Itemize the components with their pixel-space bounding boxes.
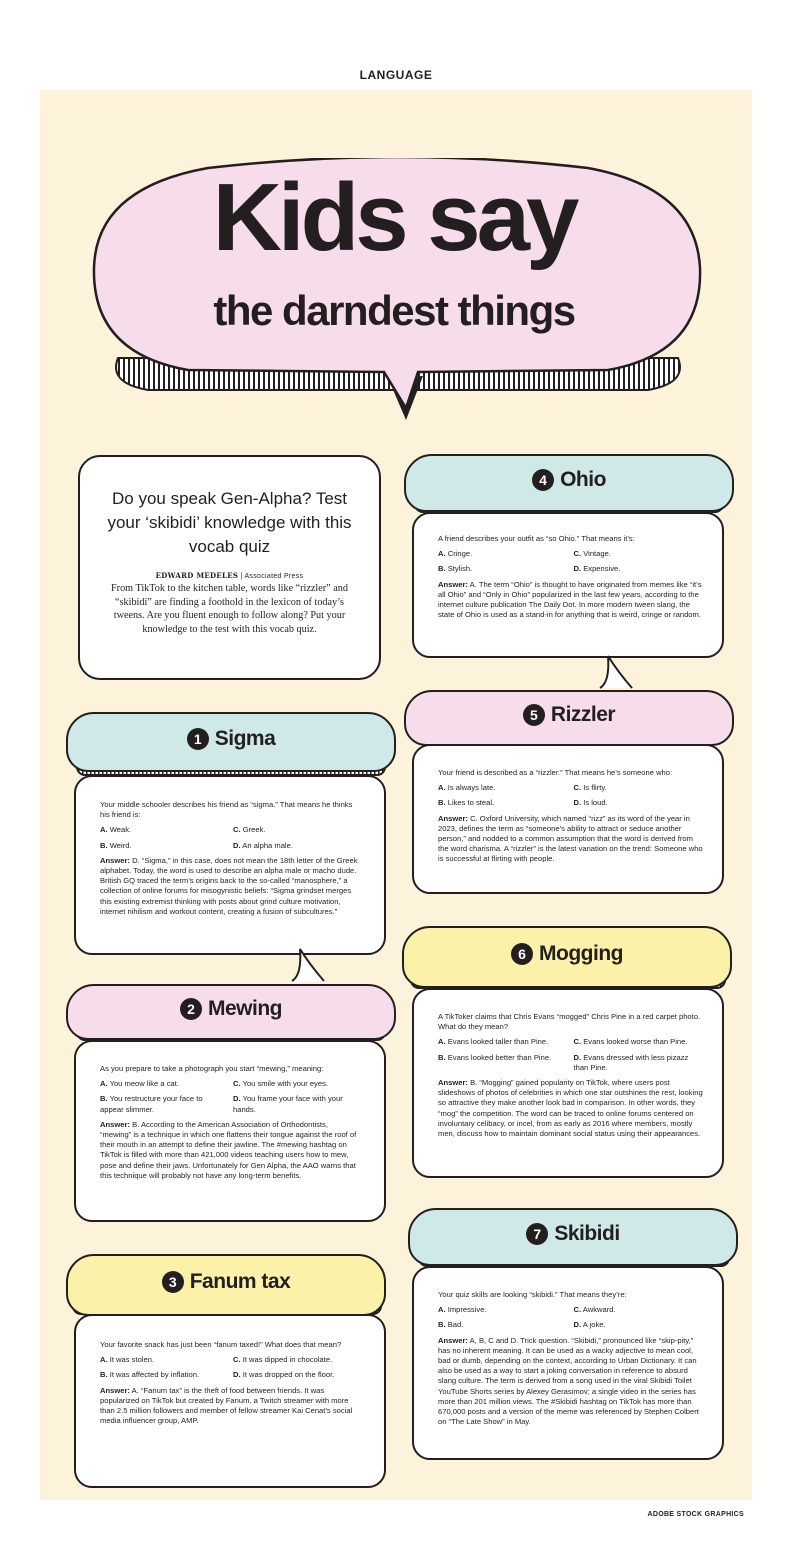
answer-text: C. Oxford University, which named “rizz” as its word of the year in 2023, defines the term as “someone’s ability to attract or seduce another person,” and nodded to a common assumption that the word is derived from the word charisma. A “rizzler” is the latest variation on the trend: Someone who is successful at flirting with people. [438,813,703,864]
answer-option [574,564,704,574]
option-letter: B. [100,1094,108,1104]
question-text: Your friend is described as a “rizzler.” That means he’s someone who: [438,768,673,777]
option-letter: C. [233,825,241,835]
card-title: Mewing [208,997,282,1020]
option-text: Weird. [109,840,132,850]
option-text: It was affected by inflation. [109,1370,200,1380]
option-text: You meow like a cat. [109,1079,179,1089]
answer-options [100,1355,360,1380]
answer-option [100,825,227,835]
answer-options [438,783,703,808]
card-content [438,1290,703,1427]
answer-option [438,798,568,808]
card-title-bubble [408,1208,738,1266]
answer-explanation [438,1336,703,1428]
option-text: Impressive. [447,1305,487,1315]
option-text: Awkward. [582,1305,616,1315]
option-letter: A. [438,1305,446,1315]
answer-options [438,1305,703,1330]
card-number: 5 [523,704,545,726]
answer-label: Answer: [438,813,468,823]
answer-label: Answer: [100,855,130,865]
speech-tail [598,652,638,692]
answer-text: A, B, C and D. Trick question. “Skibidi,” pronounced like “skip-pity,” has no inherent meaning. It can be used as a wacky adjective to mean cool, bad or dumb, depending on the context, according to Urban Dictionary. It can also be used as a way to start a joking conversation in reference to absurd slang culture. The term is derived from a song used in the viral Skibidi Toilet YouTube Shorts series by Alexey Gerasimov; a single video in the series has more than 201 million views. The #Skibidi hashtag on TikTok has more than 670,000 posts and a version of the meme was referenced by Stephen Colbert on “The Late Show” in May. [438,1335,699,1427]
answer-explanation [438,1078,703,1139]
question-text: As you prepare to take a photograph you start “mewing,” meaning: [100,1064,324,1073]
answer-option [574,1053,704,1073]
card-content [100,1064,360,1181]
answer-option [233,1094,360,1114]
answer-label: Answer: [438,1335,468,1345]
card-number: 1 [187,728,209,750]
answer-text: D. “Sigma,” in this case, does not mean the 18th letter of the Greek alphabet. Today, the word is used to describe an alpha male or macho dude. British GQ traced the term’s origins back to the so-called “manosphere,” a collection of online forums for misogynistic beliefs: “Sigma grindset merges this existing extremist thinking with posts about grind culture motivation, internet nihilism and workout content, creating a fusion of subcultures.” [100,855,358,916]
answer-explanation [100,1120,360,1181]
headline-title: Kids say [212,164,576,271]
option-letter: A. [438,549,446,559]
question-text: A friend describes your outfit as “so Ohio.” That means it’s: [438,534,635,543]
answer-text: B. According to the American Association of Orthodontists, “mewing” is a technique in which one flattens their tongue against the roof of their mouth in an attempt to define their jawline. The #mewing hashtag on TikTok is filled with more than 421,000 videos teaching users how to mew, pose and define their jaws. Unfortunately for Gen Alpha, the AAO warns that this technique will probably not have any long-term benefits. [100,1119,357,1180]
answer-label: Answer: [100,1385,130,1395]
option-letter: C. [233,1355,241,1365]
card-content [100,1340,360,1426]
option-letter: D. [233,840,241,850]
option-text: It was dipped in chocolate. [242,1355,333,1365]
answer-explanation [438,580,703,621]
card-title: Mogging [539,942,623,965]
outlet-name: Associated Press [244,573,304,580]
option-text: Bad. [447,1320,464,1330]
option-text: Cringe. [447,549,473,559]
card-title: Rizzler [550,703,616,726]
answer-text: B. “Mogging” gained popularity on TikTok, where users post slideshows of photos of celebrities in which one star outshines the rest, looking so attractive they make another look bad in comparison. In other words, they “mog” the competition. The word can be traced to online forums centered on involuntary celibacy, or incel, from as early as 2016 where members, mostly men, discuss how to maintain dominant social status using their appearances. [438,1078,703,1139]
card-title-bubble [402,926,732,988]
card-number: 7 [526,1223,548,1245]
card-title: Sigma [214,727,276,750]
card-title: Fanum tax [189,1270,291,1293]
answer-option [233,1370,360,1380]
card-number: 4 [532,469,554,491]
answer-option [100,841,227,851]
speech-tail [290,945,330,985]
option-letter: D. [233,1370,241,1380]
answer-option [233,825,360,835]
option-letter: D. [573,1320,582,1330]
answer-label: Answer: [438,1078,468,1088]
intro-box [78,455,381,680]
answer-option [574,549,704,559]
card-title-bubble [404,454,734,512]
option-text: Vintage. [583,549,611,559]
answer-label: Answer: [438,579,468,589]
option-text: Expensive. [583,564,621,574]
answer-explanation [100,856,360,917]
answer-option [438,1305,568,1315]
option-letter: A. [100,1079,108,1089]
answer-option [233,841,360,851]
option-letter: B. [100,1370,108,1380]
answer-explanation [100,1386,360,1427]
question-text: Your middle schooler describes his friend as “sigma.” That means he thinks his friend is: [100,800,353,820]
card-title-bubble [404,690,734,746]
option-letter: C. [233,1079,241,1089]
intro-byline: EDWARD MEDELES | Associated Press [155,571,304,580]
answer-option [438,549,568,559]
image-credit: ADOBE STOCK GRAPHICS [647,1511,744,1518]
card-content [438,1012,703,1139]
option-text: You restructure your face to appear slimmer. [100,1094,203,1114]
answer-options [100,1079,360,1115]
answer-option [438,1053,568,1073]
option-text: Evans dressed with less pizazz than Pine. [573,1052,689,1072]
option-letter: D. [573,798,582,808]
card-content [100,800,360,917]
option-text: Is flirty. [583,783,607,793]
answer-option [100,1079,227,1089]
option-text: An alpha male. [242,840,293,850]
answer-option [574,1305,704,1315]
intro-body: From TikTok to the kitchen table, words like “rizzler” and “skibidi” are finding a foothold in the lexicon of today’s tweens. Are you fluent enough to follow along? Put your knowledge to the test with this vocab quiz. [111,583,348,635]
answer-options [438,1037,703,1073]
answer-label: Answer: [100,1119,130,1129]
option-letter: C. [573,1305,582,1315]
option-letter: B. [438,564,446,574]
option-text: Weak. [109,825,132,835]
section-label: LANGUAGE [359,68,433,82]
option-text: A joke. [582,1320,606,1330]
author-name: EDWARD MEDELES [155,571,239,580]
option-letter: C. [573,549,582,559]
card-number: 2 [180,998,202,1020]
answer-option [574,1037,704,1047]
card-number: 6 [511,943,533,965]
option-letter: D. [573,1052,582,1062]
answer-options [438,549,703,574]
option-text: Stylish. [447,564,473,574]
option-letter: A. [100,825,108,835]
option-text: You frame your face with your hands. [233,1094,343,1114]
card-title-bubble [66,984,396,1040]
answer-option [438,1037,568,1047]
option-text: It was dropped on the floor. [242,1370,335,1380]
answer-text: A. The term “Ohio” is thought to have originated from memes like “it’s all Ohio” and “Only in Ohio” popularized in the last few years, according to the internet culture publication The Daily Dot. In more modern tween slang, the state of Ohio is used as a stand-in for anything that is weird, cringe or random. [438,579,702,620]
option-text: You smile with your eyes. [242,1079,328,1089]
answer-text: A. “Fanum tax” is the theft of food between friends. It was popularized on TikTok but created by Fanum, a Twitch streamer with more than 2.5 million followers and member of fellow streamer Kai Cenat’s social media influencer group, AMP. [100,1385,353,1426]
question-text: A TikToker claims that Chris Evans “mogged” Chris Pine in a red carpet photo. What do they mean? [438,1012,701,1032]
option-letter: A. [438,783,446,793]
answer-option [438,783,568,793]
answer-option [100,1355,227,1365]
card-title-bubble [66,1254,386,1316]
intro-heading: Do you speak Gen-Alpha? Test your ‘skibidi’ knowledge with this vocab quiz [107,489,352,556]
option-text: Evans looked better than Pine. [447,1052,552,1062]
question-text: Your quiz skills are looking “skibidi.” That means they’re: [438,1290,627,1299]
option-text: Is always late. [447,783,496,793]
answer-options [100,825,360,850]
answer-option [438,1320,568,1330]
option-letter: D. [233,1094,241,1104]
answer-option [233,1079,360,1089]
option-letter: C. [573,783,582,793]
option-text: Likes to steal. [447,798,495,808]
answer-option [233,1355,360,1365]
card-content [438,534,703,620]
answer-option [574,783,704,793]
answer-explanation [438,814,703,865]
option-letter: A. [438,1037,446,1047]
option-letter: C. [573,1037,582,1047]
card-title: Ohio [560,468,606,491]
option-text: Evans looked worse than Pine. [583,1037,688,1047]
card-title-bubble [66,712,396,772]
answer-option [438,564,568,574]
answer-option [574,798,704,808]
option-text: Is loud. [583,798,608,808]
option-letter: B. [438,1320,446,1330]
answer-option [100,1370,227,1380]
option-text: It was stolen. [109,1355,155,1365]
answer-option [100,1094,227,1114]
option-letter: B. [438,798,446,808]
option-letter: D. [573,564,582,574]
question-text: Your favorite snack has just been “fanum taxed!” What does that mean? [100,1340,342,1349]
card-title: Skibidi [554,1222,620,1245]
card-number: 3 [162,1271,184,1293]
answer-option [574,1320,704,1330]
option-text: Evans looked taller than Pine. [447,1037,549,1047]
option-letter: A. [100,1355,108,1365]
option-text: Greek. [242,825,266,835]
headline-subtitle: the darndest things [213,287,575,334]
card-content [438,768,703,865]
option-letter: B. [438,1052,446,1062]
option-letter: B. [100,840,108,850]
